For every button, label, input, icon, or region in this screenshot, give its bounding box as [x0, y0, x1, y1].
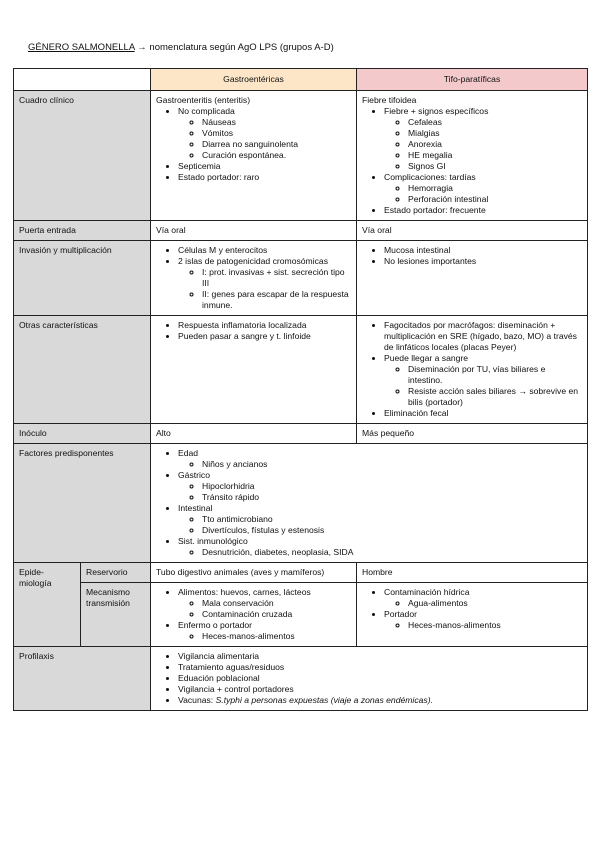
row-reservorio: [14, 563, 588, 583]
list-item: • Edad: [178, 448, 582, 459]
list-item: ◦ Heces-manos-alimentos: [202, 631, 351, 642]
list-item: ◦ Agua-alimentos: [408, 598, 582, 609]
list-item: • Pueden pasar a sangre y t. linfoide: [178, 331, 351, 342]
list-item: • Vigilancia + control portadores: [178, 684, 582, 695]
header-empty: [14, 69, 151, 91]
list-item: ◦ Desnutrición, diabetes, neoplasia, SIDA: [202, 547, 582, 558]
vacunas-prefix: Vacunas:: [178, 695, 216, 705]
cell-inoculo-tifo: Más pequeño: [357, 424, 588, 444]
page-title: [28, 42, 334, 53]
header-tifo: Tifo-paratíficas: [357, 69, 588, 91]
label-inoculo: Inóculo: [14, 424, 151, 444]
list-item: ◦ Mialgias: [408, 128, 582, 139]
cell-invasion-gastro: [151, 241, 357, 316]
cuadro-gastro-intro: Gastroenteritis (enteritis): [156, 95, 251, 105]
cell-mecanismo-gastro: [151, 583, 357, 647]
list-item: • Complicaciones: tardías: [384, 172, 582, 183]
list-item: • Fiebre + signos específicos: [384, 106, 582, 117]
cell-inoculo-gastro: Alto: [151, 424, 357, 444]
label-epidemiologia: Epide-miología: [14, 563, 81, 647]
row-mecanismo: [14, 583, 588, 647]
list-item: [178, 695, 582, 706]
list-item: ◦ Curación espontánea.: [202, 150, 351, 161]
list-item: • Eduación poblacional: [178, 673, 582, 684]
title-rest: → nomenclatura según AgO LPS (grupos A-D): [134, 42, 334, 53]
header-gastro: Gastroentéricas: [151, 69, 357, 91]
cell-reservorio-gastro: Tubo digestivo animales (aves y mamíferos): [151, 563, 357, 583]
list-item: • Alimentos: huevos, carnes, lácteos: [178, 587, 351, 598]
title-genus: GÉNERO SALMONELLA: [28, 42, 135, 53]
cell-reservorio-tifo: Hombre: [357, 563, 588, 583]
list-item: • 2 islas de patogenicidad cromosómicas: [178, 256, 351, 267]
list-item: ◦ Hipoclorhidria: [202, 481, 582, 492]
list-item: • Sist. inmunológico: [178, 536, 582, 547]
list-item: ◦ HE megalia: [408, 150, 582, 161]
list-item: • Gástrico: [178, 470, 582, 481]
label-puerta-entrada: Puerta entrada: [14, 221, 151, 241]
list-item: ◦ Contaminación cruzada: [202, 609, 351, 620]
cell-puerta-gastro: Vía oral: [151, 221, 357, 241]
list-item: • Estado portador: frecuente: [384, 205, 582, 216]
cell-factores: [151, 444, 588, 563]
vacunas-detail: S.typhi a personas expuestas (viaje a zonas endémicas).: [215, 695, 433, 705]
cell-cuadro-tifo: [357, 91, 588, 221]
list-item: • Mucosa intestinal: [384, 245, 582, 256]
list-item: ◦ Náuseas: [202, 117, 351, 128]
label-factores: Factores predisponentes: [14, 444, 151, 563]
row-profilaxis: [14, 647, 588, 711]
list-item: ◦ Tránsito rápido: [202, 492, 582, 503]
list-item: ◦ Divertículos, fístulas y estenosis: [202, 525, 582, 536]
list-item: • Fagocitados por macrófagos: diseminación + multiplicación en SRE (hígado, bazo, MO) a través de linfáticos locales (placas Peyer): [384, 320, 582, 353]
row-puerta-entrada: [14, 221, 588, 241]
list-item: ◦ Resiste acción sales biliares → sobrevive en bilis (portador): [408, 386, 582, 408]
row-otras: [14, 316, 588, 424]
cell-cuadro-gastro: [151, 91, 357, 221]
list-item: ◦ Tto antimicrobiano: [202, 514, 582, 525]
cell-otras-tifo: [357, 316, 588, 424]
cell-otras-gastro: [151, 316, 357, 424]
list-item: ◦ Mala conservación: [202, 598, 351, 609]
list-item: • Tratamiento aguas/residuos: [178, 662, 582, 673]
cell-profilaxis: [151, 647, 588, 711]
list-item: ◦ Signos GI: [408, 161, 582, 172]
cell-mecanismo-tifo: [357, 583, 588, 647]
list-item: • Enfermo o portador: [178, 620, 351, 631]
list-item: • No lesiones importantes: [384, 256, 582, 267]
list-item: ◦ Niños y ancianos: [202, 459, 582, 470]
label-otras: Otras características: [14, 316, 151, 424]
list-item: • Septicemia: [178, 161, 351, 172]
list-item: • Puede llegar a sangre: [384, 353, 582, 364]
label-reservorio: Reservorio: [81, 563, 151, 583]
list-item: ◦ Cefaleas: [408, 117, 582, 128]
list-item: • Respuesta inflamatoria localizada: [178, 320, 351, 331]
label-invasion: Invasión y multiplicación: [14, 241, 151, 316]
row-factores: [14, 444, 588, 563]
row-invasion: [14, 241, 588, 316]
label-mecanismo: Mecanismo transmisión: [81, 583, 151, 647]
list-item: • Células M y enterocitos: [178, 245, 351, 256]
list-item: • Intestinal: [178, 503, 582, 514]
list-item: ◦ Diarrea no sanguinolenta: [202, 139, 351, 150]
row-inoculo: [14, 424, 588, 444]
list-item: ◦ II: genes para escapar de la respuesta inmune.: [202, 289, 351, 311]
header-row: [14, 69, 588, 91]
list-item: ◦ Vómitos: [202, 128, 351, 139]
list-item: • Vigilancia alimentaria: [178, 651, 582, 662]
cell-invasion-tifo: [357, 241, 588, 316]
list-item: ◦ Perforación intestinal: [408, 194, 582, 205]
list-item: ◦ Anorexia: [408, 139, 582, 150]
list-item: • Portador: [384, 609, 582, 620]
list-item: • Estado portador: raro: [178, 172, 351, 183]
list-item: ◦ Heces-manos-alimentos: [408, 620, 582, 631]
list-item: • No complicada: [178, 106, 351, 117]
salmonella-table: [13, 68, 588, 711]
list-item: • Contaminación hídrica: [384, 587, 582, 598]
cell-puerta-tifo: Vía oral: [357, 221, 588, 241]
label-profilaxis: Profilaxis: [14, 647, 151, 711]
list-item: ◦ Diseminación por TU, vías biliares e intestino.: [408, 364, 582, 386]
list-item: ◦ Hemorragia: [408, 183, 582, 194]
list-item: ◦ I: prot. invasivas + sist. secreción tipo III: [202, 267, 351, 289]
label-cuadro-clinico: Cuadro clínico: [14, 91, 151, 221]
cuadro-tifo-intro: Fiebre tifoidea: [362, 95, 417, 105]
list-item: • Eliminación fecal: [384, 408, 582, 419]
row-cuadro-clinico: [14, 91, 588, 221]
